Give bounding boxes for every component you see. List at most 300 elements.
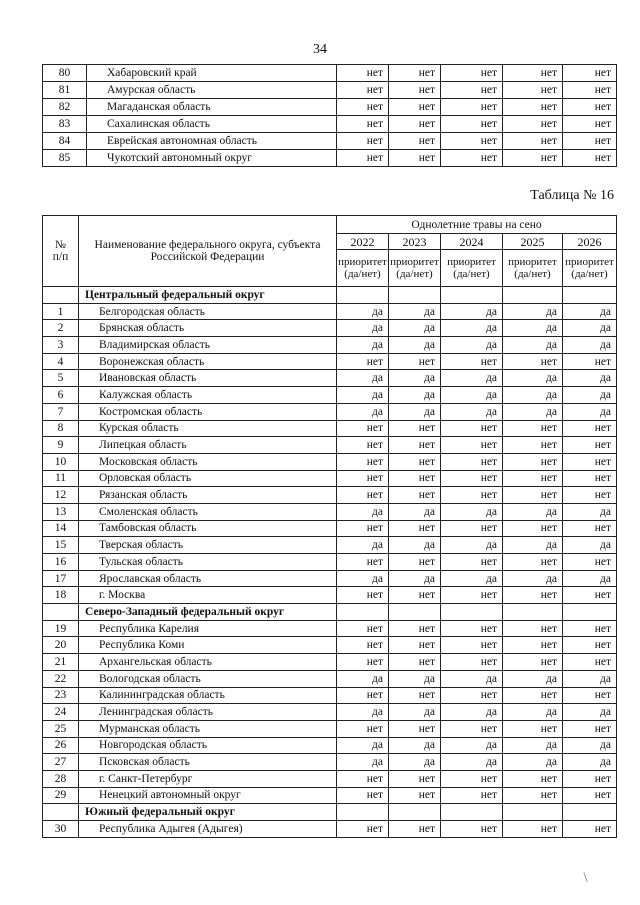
value-cell: нет: [389, 687, 441, 704]
value-cell: нет: [503, 520, 563, 537]
value-cell: нет: [441, 620, 503, 637]
section-row: [43, 287, 617, 304]
region-name: Калужская область: [79, 387, 337, 404]
row-number: 25: [43, 720, 79, 737]
value-cell: да: [563, 403, 617, 420]
region-name: Ленинградская область: [79, 704, 337, 721]
value-cell: нет: [503, 133, 563, 150]
value-cell: нет: [389, 620, 441, 637]
value-cell: нет: [389, 554, 441, 571]
value-cell: да: [389, 737, 441, 754]
value-cell: нет: [563, 720, 617, 737]
row-number: 26: [43, 737, 79, 754]
value-cell: да: [563, 754, 617, 771]
table-row: [43, 520, 617, 537]
value-cell: нет: [563, 587, 617, 604]
value-cell: да: [337, 754, 389, 771]
region-name: Ярославская область: [79, 570, 337, 587]
value-cell: нет: [337, 720, 389, 737]
value-cell: нет: [337, 687, 389, 704]
value-cell: нет: [441, 487, 503, 504]
table-row: [43, 320, 617, 337]
table-row: [43, 720, 617, 737]
region-name: Липецкая область: [79, 437, 337, 454]
value-cell: нет: [441, 637, 503, 654]
section-title: Северо-Западный федеральный округ: [79, 604, 337, 621]
value-cell: нет: [441, 353, 503, 370]
value-cell: да: [337, 370, 389, 387]
value-cell: да: [563, 503, 617, 520]
value-cell: да: [337, 403, 389, 420]
value-cell: да: [503, 754, 563, 771]
value-cell: да: [441, 337, 503, 354]
value-cell: да: [503, 303, 563, 320]
region-name: Курская область: [79, 420, 337, 437]
value-cell: да: [563, 570, 617, 587]
value-cell: да: [337, 537, 389, 554]
value-cell: нет: [441, 420, 503, 437]
value-cell: [337, 804, 389, 821]
value-cell: нет: [389, 116, 441, 133]
value-cell: [503, 604, 563, 621]
row-number: 30: [43, 821, 79, 838]
row-number: 10: [43, 453, 79, 470]
row-number: 85: [43, 150, 87, 167]
value-cell: нет: [503, 587, 563, 604]
value-cell: нет: [503, 637, 563, 654]
table-row: [43, 470, 617, 487]
value-cell: да: [337, 670, 389, 687]
value-cell: нет: [563, 150, 617, 167]
value-cell: нет: [337, 420, 389, 437]
value-cell: да: [503, 570, 563, 587]
value-cell: нет: [563, 620, 617, 637]
row-number: 82: [43, 99, 87, 116]
region-name: Брянская область: [79, 320, 337, 337]
value-cell: [337, 604, 389, 621]
scan-mark: [583, 872, 587, 882]
value-cell: да: [337, 503, 389, 520]
region-name: Ивановская область: [79, 370, 337, 387]
value-cell: нет: [337, 487, 389, 504]
value-cell: да: [563, 737, 617, 754]
region-name: Вологодская область: [79, 670, 337, 687]
value-cell: нет: [503, 770, 563, 787]
value-cell: нет: [563, 654, 617, 671]
region-name: Тульская область: [79, 554, 337, 571]
value-cell: нет: [441, 99, 503, 116]
row-number: 17: [43, 570, 79, 587]
main-table-body: [43, 287, 617, 838]
value-cell: да: [503, 670, 563, 687]
region-name: Республика Карелия: [79, 620, 337, 637]
value-cell: да: [441, 303, 503, 320]
region-name: Амурская область: [87, 82, 337, 99]
value-cell: нет: [389, 720, 441, 737]
value-cell: да: [441, 537, 503, 554]
value-cell: [441, 287, 503, 304]
value-cell: нет: [337, 637, 389, 654]
value-cell: нет: [441, 770, 503, 787]
header-year: 2023: [389, 234, 441, 250]
value-cell: нет: [337, 99, 389, 116]
value-cell: да: [441, 670, 503, 687]
continued-table: [42, 64, 617, 167]
value-cell: [441, 604, 503, 621]
table-row: [43, 537, 617, 554]
value-cell: да: [563, 320, 617, 337]
value-cell: да: [389, 704, 441, 721]
header-year: 2025: [503, 234, 563, 250]
row-number: 84: [43, 133, 87, 150]
value-cell: нет: [563, 554, 617, 571]
value-cell: нет: [441, 520, 503, 537]
value-cell: нет: [441, 787, 503, 804]
row-number: 1: [43, 303, 79, 320]
value-cell: нет: [563, 487, 617, 504]
value-cell: нет: [563, 637, 617, 654]
header-priority: приоритет (да/нет): [441, 250, 503, 287]
value-cell: [563, 804, 617, 821]
value-cell: нет: [503, 687, 563, 704]
table-row: [43, 487, 617, 504]
table-row: [43, 99, 617, 116]
value-cell: да: [389, 370, 441, 387]
value-cell: нет: [337, 82, 389, 99]
table-row: [43, 737, 617, 754]
table-row: [43, 637, 617, 654]
table-row: [43, 787, 617, 804]
table-row: [43, 387, 617, 404]
value-cell: да: [389, 570, 441, 587]
value-cell: нет: [389, 520, 441, 537]
value-cell: да: [563, 704, 617, 721]
value-cell: нет: [563, 520, 617, 537]
value-cell: нет: [563, 821, 617, 838]
region-name: Магаданская область: [87, 99, 337, 116]
value-cell: да: [389, 303, 441, 320]
section-title: Центральный федеральный округ: [79, 287, 337, 304]
section-row: [43, 804, 617, 821]
value-cell: нет: [441, 554, 503, 571]
value-cell: да: [389, 337, 441, 354]
row-number: 11: [43, 470, 79, 487]
table-row: [43, 403, 617, 420]
value-cell: да: [389, 670, 441, 687]
value-cell: нет: [503, 821, 563, 838]
value-cell: нет: [389, 470, 441, 487]
value-cell: нет: [337, 554, 389, 571]
value-cell: да: [389, 754, 441, 771]
table-row: [43, 437, 617, 454]
value-cell: да: [389, 387, 441, 404]
table-row: [43, 554, 617, 571]
value-cell: нет: [563, 787, 617, 804]
value-cell: да: [337, 303, 389, 320]
value-cell: нет: [563, 99, 617, 116]
value-cell: нет: [441, 654, 503, 671]
value-cell: да: [563, 670, 617, 687]
page-number: 34: [313, 42, 327, 57]
row-number: 81: [43, 82, 87, 99]
row-number: 6: [43, 387, 79, 404]
row-number: 80: [43, 65, 87, 82]
table-row: [43, 770, 617, 787]
value-cell: нет: [337, 353, 389, 370]
value-cell: нет: [563, 353, 617, 370]
row-number: 2: [43, 320, 79, 337]
table-row: [43, 420, 617, 437]
value-cell: нет: [337, 654, 389, 671]
value-cell: да: [337, 737, 389, 754]
table-row: [43, 670, 617, 687]
table-row: [43, 453, 617, 470]
region-name: Еврейская автономная область: [87, 133, 337, 150]
value-cell: нет: [563, 420, 617, 437]
row-number: 22: [43, 670, 79, 687]
value-cell: нет: [563, 470, 617, 487]
row-number: 21: [43, 654, 79, 671]
table-row: [43, 116, 617, 133]
value-cell: нет: [389, 587, 441, 604]
value-cell: нет: [389, 487, 441, 504]
table-row: [43, 620, 617, 637]
value-cell: нет: [337, 587, 389, 604]
header-priority: приоритет (да/нет): [503, 250, 563, 287]
row-number: 29: [43, 787, 79, 804]
value-cell: да: [503, 337, 563, 354]
value-cell: да: [441, 403, 503, 420]
region-name: Чукотский автономный округ: [87, 150, 337, 167]
value-cell: да: [389, 537, 441, 554]
region-name: Костромская область: [79, 403, 337, 420]
value-cell: нет: [389, 787, 441, 804]
row-number: 20: [43, 637, 79, 654]
value-cell: нет: [503, 99, 563, 116]
table-row: [43, 82, 617, 99]
value-cell: да: [503, 320, 563, 337]
value-cell: нет: [441, 821, 503, 838]
value-cell: нет: [337, 150, 389, 167]
value-cell: нет: [441, 116, 503, 133]
row-number: 9: [43, 437, 79, 454]
table-row: [43, 821, 617, 838]
value-cell: [563, 604, 617, 621]
value-cell: да: [563, 537, 617, 554]
table-row: [43, 687, 617, 704]
value-cell: нет: [503, 116, 563, 133]
value-cell: да: [503, 704, 563, 721]
section-title: Южный федеральный округ: [79, 804, 337, 821]
value-cell: нет: [563, 133, 617, 150]
table-row: [43, 704, 617, 721]
value-cell: нет: [503, 487, 563, 504]
value-cell: нет: [337, 620, 389, 637]
value-cell: нет: [337, 821, 389, 838]
region-name: Московская область: [79, 453, 337, 470]
value-cell: нет: [563, 65, 617, 82]
value-cell: нет: [337, 470, 389, 487]
row-number: 3: [43, 337, 79, 354]
row-number: 16: [43, 554, 79, 571]
region-name: Рязанская область: [79, 487, 337, 504]
value-cell: да: [337, 320, 389, 337]
value-cell: нет: [441, 82, 503, 99]
value-cell: нет: [563, 453, 617, 470]
value-cell: нет: [503, 720, 563, 737]
region-name: Ненецкий автономный округ: [79, 787, 337, 804]
value-cell: нет: [389, 133, 441, 150]
row-number: 24: [43, 704, 79, 721]
value-cell: нет: [337, 453, 389, 470]
value-cell: нет: [389, 65, 441, 82]
region-name: Орловская область: [79, 470, 337, 487]
value-cell: нет: [389, 654, 441, 671]
row-number: 27: [43, 754, 79, 771]
value-cell: да: [563, 303, 617, 320]
region-name: Тамбовская область: [79, 520, 337, 537]
value-cell: да: [441, 754, 503, 771]
table-row: [43, 337, 617, 354]
region-name: Владимирская область: [79, 337, 337, 354]
value-cell: да: [563, 337, 617, 354]
value-cell: да: [503, 537, 563, 554]
value-cell: нет: [441, 453, 503, 470]
value-cell: [441, 804, 503, 821]
header-priority: приоритет (да/нет): [563, 250, 617, 287]
row-number: 28: [43, 770, 79, 787]
row-number: 14: [43, 520, 79, 537]
value-cell: нет: [337, 65, 389, 82]
value-cell: да: [337, 387, 389, 404]
value-cell: нет: [441, 150, 503, 167]
header-num: № п/п: [43, 216, 79, 287]
value-cell: нет: [563, 687, 617, 704]
row-number: [43, 287, 79, 304]
value-cell: нет: [563, 116, 617, 133]
row-number: [43, 804, 79, 821]
value-cell: нет: [503, 65, 563, 82]
value-cell: да: [337, 704, 389, 721]
value-cell: нет: [337, 770, 389, 787]
value-cell: нет: [441, 437, 503, 454]
value-cell: [389, 804, 441, 821]
value-cell: да: [503, 503, 563, 520]
table-row: [43, 353, 617, 370]
header-priority: приоритет (да/нет): [337, 250, 389, 287]
value-cell: нет: [337, 133, 389, 150]
table-row: [43, 133, 617, 150]
value-cell: нет: [337, 437, 389, 454]
value-cell: нет: [337, 520, 389, 537]
region-name: Смоленская область: [79, 503, 337, 520]
value-cell: нет: [503, 437, 563, 454]
region-name: Псковская область: [79, 754, 337, 771]
header-group: Однолетние травы на сено: [337, 216, 617, 234]
value-cell: нет: [389, 420, 441, 437]
value-cell: нет: [441, 133, 503, 150]
section-row: [43, 604, 617, 621]
header-name: Наименование федерального округа, субъекта Российской Федерации: [79, 216, 337, 287]
value-cell: нет: [389, 82, 441, 99]
value-cell: да: [389, 320, 441, 337]
table-row: [43, 570, 617, 587]
value-cell: [503, 804, 563, 821]
value-cell: да: [563, 387, 617, 404]
region-name: Калининградская область: [79, 687, 337, 704]
value-cell: да: [503, 387, 563, 404]
table-row: [43, 587, 617, 604]
table-caption: Таблица № 16: [530, 188, 614, 203]
value-cell: нет: [503, 453, 563, 470]
value-cell: нет: [389, 150, 441, 167]
row-number: 13: [43, 503, 79, 520]
region-name: г. Москва: [79, 587, 337, 604]
value-cell: нет: [389, 99, 441, 116]
value-cell: нет: [441, 470, 503, 487]
table-row: [43, 654, 617, 671]
value-cell: [503, 287, 563, 304]
table-row: [43, 303, 617, 320]
value-cell: нет: [503, 787, 563, 804]
header-year: 2022: [337, 234, 389, 250]
region-name: Республика Адыгея (Адыгея): [79, 821, 337, 838]
continued-table-body: [43, 65, 617, 167]
region-name: Архангельская область: [79, 654, 337, 671]
value-cell: нет: [441, 65, 503, 82]
value-cell: [389, 604, 441, 621]
value-cell: да: [441, 387, 503, 404]
value-cell: нет: [503, 470, 563, 487]
header-priority: приоритет (да/нет): [389, 250, 441, 287]
value-cell: нет: [389, 770, 441, 787]
value-cell: нет: [389, 453, 441, 470]
value-cell: нет: [503, 82, 563, 99]
value-cell: нет: [563, 437, 617, 454]
table-row: [43, 754, 617, 771]
region-name: Хабаровский край: [87, 65, 337, 82]
value-cell: нет: [503, 150, 563, 167]
value-cell: нет: [563, 770, 617, 787]
table-row: [43, 150, 617, 167]
header-year: 2026: [563, 234, 617, 250]
value-cell: нет: [337, 787, 389, 804]
row-number: [43, 604, 79, 621]
value-cell: да: [441, 320, 503, 337]
value-cell: да: [389, 403, 441, 420]
value-cell: нет: [503, 353, 563, 370]
value-cell: нет: [503, 420, 563, 437]
value-cell: да: [441, 570, 503, 587]
value-cell: да: [503, 403, 563, 420]
row-number: 12: [43, 487, 79, 504]
value-cell: нет: [389, 353, 441, 370]
value-cell: нет: [441, 687, 503, 704]
row-number: 5: [43, 370, 79, 387]
header-year: 2024: [441, 234, 503, 250]
table-row: [43, 65, 617, 82]
value-cell: нет: [503, 620, 563, 637]
table-row: [43, 503, 617, 520]
value-cell: да: [441, 370, 503, 387]
region-name: Новгородская область: [79, 737, 337, 754]
row-number: 18: [43, 587, 79, 604]
region-name: Мурманская область: [79, 720, 337, 737]
value-cell: да: [503, 370, 563, 387]
row-number: 23: [43, 687, 79, 704]
region-name: Республика Коми: [79, 637, 337, 654]
value-cell: нет: [503, 654, 563, 671]
